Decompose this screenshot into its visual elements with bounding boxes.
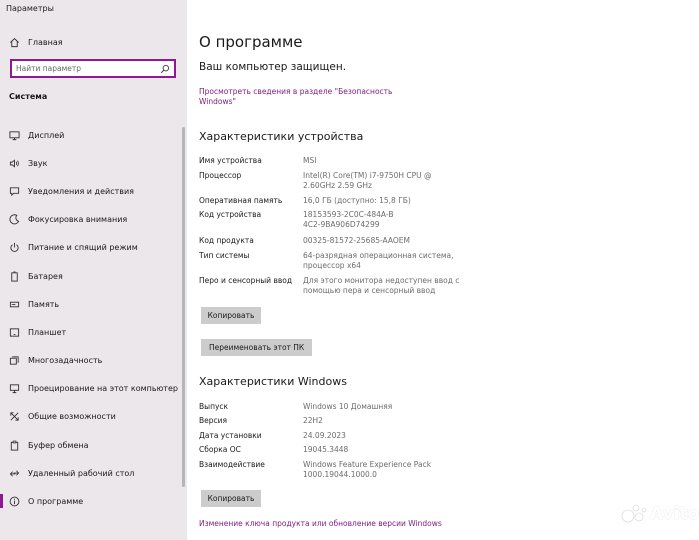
spec-row-system-type <box>199 251 535 271</box>
sidebar-item-label: Звук <box>28 158 48 168</box>
spec-row-version <box>199 416 535 426</box>
projecting-icon <box>0 383 28 394</box>
sidebar-item-label: О программе <box>28 497 84 507</box>
sidebar-item-sound[interactable] <box>0 149 187 177</box>
spec-value: Windows Feature Experience Pack 1000.19044.1000.0 <box>303 460 432 479</box>
sidebar-item-label: Уведомления и действия <box>28 186 134 196</box>
spec-label: Выпуск <box>199 402 229 411</box>
remote-desktop-icon <box>0 468 28 479</box>
storage-icon <box>0 299 28 310</box>
sidebar-item-focus-assist[interactable] <box>0 206 187 234</box>
clipboard-icon <box>0 440 28 451</box>
copy-windows-specs-button[interactable]: Копировать <box>201 490 261 507</box>
sidebar-item-about[interactable] <box>0 487 187 515</box>
multitasking-icon <box>0 355 28 366</box>
sidebar-item-label: Планшет <box>28 327 67 337</box>
tablet-icon <box>0 327 28 338</box>
sidebar-item-label: Главная <box>28 37 63 47</box>
sidebar-item-power[interactable] <box>0 234 187 262</box>
sidebar-item-clipboard[interactable] <box>0 431 187 459</box>
device-specs-heading: Характеристики устройства <box>199 130 364 143</box>
notifications-icon <box>0 186 28 197</box>
spec-label: Процессор <box>199 171 242 180</box>
sidebar-item-battery[interactable] <box>0 262 187 290</box>
sidebar-item-label: Многозадачность <box>28 356 103 366</box>
spec-label: Оперативная память <box>199 196 283 205</box>
sidebar-item-shared-experiences[interactable] <box>0 403 187 431</box>
spec-value: 18153593-2C0C-484A-B4C2-9BA906D74299 <box>303 210 394 229</box>
spec-row-install-date <box>199 431 535 441</box>
spec-label: Взаимодействие <box>199 460 265 469</box>
copy-device-specs-button[interactable]: Копировать <box>201 307 261 324</box>
sidebar-scrollbar[interactable] <box>182 127 185 487</box>
sidebar-item-label: Память <box>28 299 60 309</box>
spec-label: Тип системы <box>199 251 250 260</box>
spec-label: Версия <box>199 416 228 425</box>
spec-value: 64-разрядная операционная система, процессор x64 <box>303 251 454 270</box>
spec-label: Имя устройства <box>199 156 262 165</box>
home-icon <box>0 37 28 48</box>
search-box[interactable] <box>10 59 176 78</box>
rename-pc-button[interactable]: Переименовать этот ПК <box>201 339 312 356</box>
sidebar-item-storage[interactable] <box>0 290 187 318</box>
spec-label: Код продукта <box>199 236 254 245</box>
main-content <box>187 0 699 540</box>
spec-value: 16,0 ГБ (доступно: 15,8 ГБ) <box>303 196 411 205</box>
sidebar-item-label: Буфер обмена <box>28 440 89 450</box>
spec-value: 00325-81572-25685-AAOEM <box>303 236 410 245</box>
sidebar-item-remote-desktop[interactable] <box>0 459 187 487</box>
sidebar-nav-list <box>0 121 187 516</box>
sidebar-section-title: Система <box>9 92 48 101</box>
battery-icon <box>0 271 28 282</box>
spec-value: Windows 10 Домашняя <box>303 402 393 411</box>
search-icon[interactable] <box>159 63 170 74</box>
sidebar-item-label: Общие возможности <box>28 412 116 422</box>
spec-row-edition <box>199 402 535 412</box>
sidebar-item-label: Дисплей <box>28 130 65 140</box>
spec-row-os-build <box>199 445 535 455</box>
sidebar-item-label: Фокусировка внимания <box>28 215 128 225</box>
spec-row-product-id <box>199 236 535 246</box>
sidebar-item-label: Удаленный рабочий стол <box>28 468 135 478</box>
product-key-link[interactable]: Изменение ключа продукта или обновление версии Windows <box>199 519 442 528</box>
spec-label: Дата установки <box>199 431 262 440</box>
spec-value: Для этого монитора недоступен ввод с помощью пера и сенсорный ввод <box>303 276 460 295</box>
search-input[interactable] <box>16 64 159 73</box>
display-icon <box>0 130 28 141</box>
sidebar-item-label: Батарея <box>28 271 63 281</box>
sidebar-item-label: Питание и спящий режим <box>28 243 138 253</box>
focus-assist-icon <box>0 214 28 225</box>
sidebar-item-display[interactable] <box>0 121 187 149</box>
windows-specs-heading: Характеристики Windows <box>199 375 347 388</box>
sound-icon <box>0 158 28 169</box>
sidebar-item-label: Проецирование на этот компьютер <box>28 384 178 394</box>
spec-label: Перо и сенсорный ввод <box>199 276 293 285</box>
power-icon <box>0 242 28 253</box>
spec-label: Сборка ОС <box>199 445 241 454</box>
shared-experiences-icon <box>0 411 28 422</box>
spec-row-ram <box>199 196 535 206</box>
sidebar-item-notifications[interactable] <box>0 177 187 205</box>
window-title: Параметры <box>6 4 54 13</box>
spec-label: Код устройства <box>199 210 262 219</box>
spec-value: 22H2 <box>303 416 323 425</box>
protection-status: Ваш компьютер защищен. <box>199 61 347 73</box>
spec-row-processor <box>199 171 535 191</box>
spec-value: Intel(R) Core(TM) i7-9750H CPU @ 2.60GHz 2.59 GHz <box>303 171 432 190</box>
spec-value: 19045.3448 <box>303 445 349 454</box>
sidebar <box>0 0 187 540</box>
sidebar-item-projecting[interactable] <box>0 375 187 403</box>
page-title: О программе <box>199 33 303 51</box>
sidebar-item-home[interactable] <box>0 33 187 51</box>
spec-row-device-name <box>199 156 535 166</box>
info-icon <box>0 496 28 507</box>
sidebar-item-multitasking[interactable] <box>0 347 187 375</box>
avito-watermark <box>620 503 699 525</box>
avito-logo-icon <box>620 503 648 525</box>
spec-row-experience <box>199 460 535 480</box>
sidebar-item-tablet[interactable] <box>0 318 187 346</box>
spec-value: 24.09.2023 <box>303 431 346 440</box>
spec-row-pen-touch <box>199 276 535 296</box>
watermark-text: Avito <box>650 504 699 524</box>
spec-value: MSI <box>303 156 317 165</box>
security-details-link[interactable]: Просмотреть сведения в разделе "Безопасность Windows" <box>199 87 393 106</box>
spec-row-device-id <box>199 210 535 230</box>
